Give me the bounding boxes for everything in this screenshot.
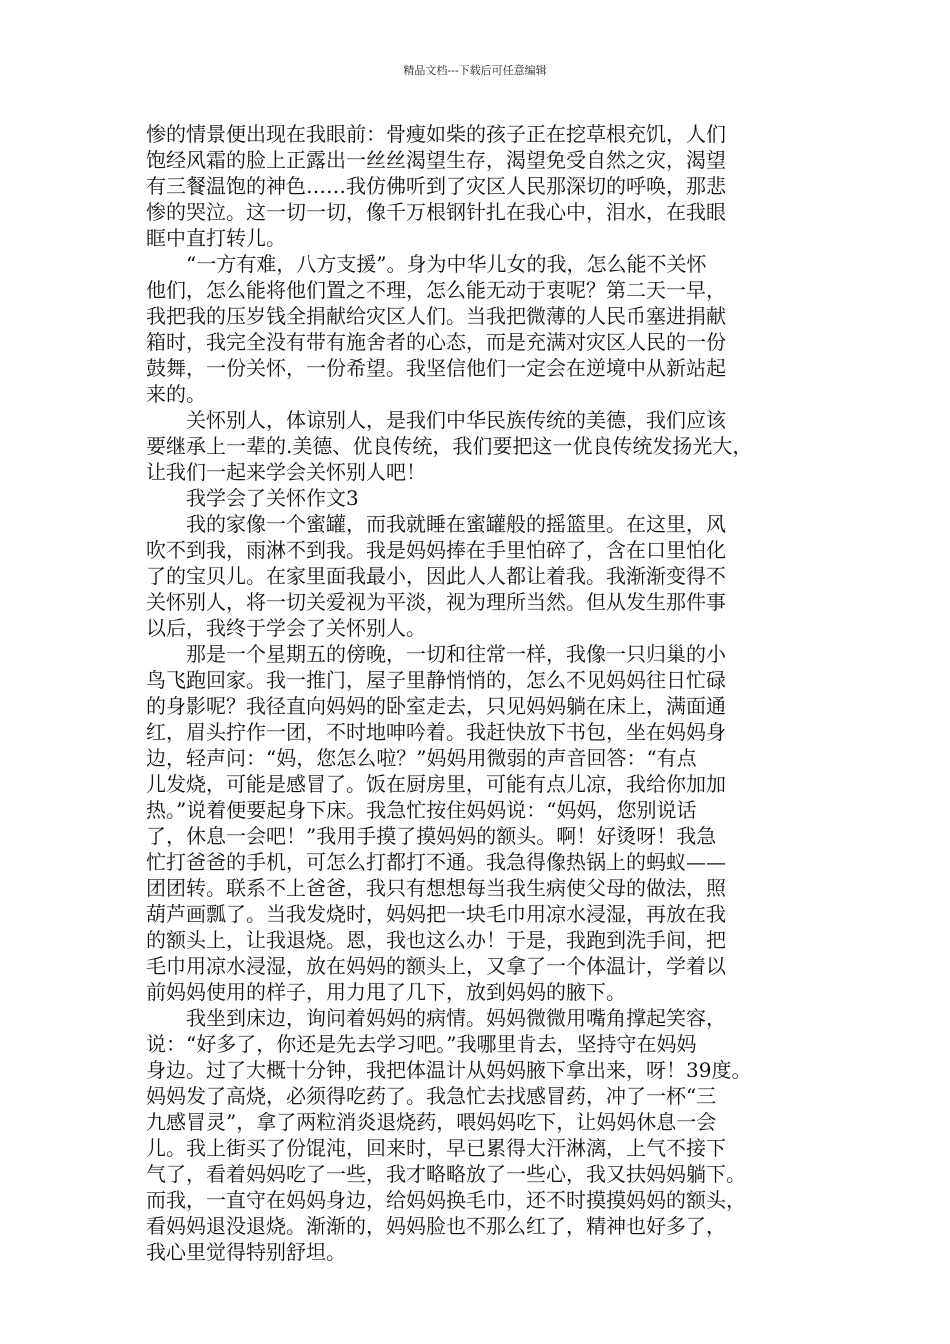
text-line: 我把我的压岁钱全捐献给灾区人们。当我把微薄的人民币塞进捐献 — [146, 304, 726, 328]
text-line: 我的家像一个蜜罐，而我就睡在蜜罐般的摇篮里。在这里，风 — [186, 512, 726, 536]
text-line: 的身影呢？我径直向妈妈的卧室走去，只见妈妈躺在床上，满面通 — [146, 694, 726, 718]
text-line: 忙打爸爸的手机，可怎么打都打不通。我急得像热锅上的蚂蚁—— — [146, 850, 726, 874]
text-line: 关怀别人，将一切关爱视为平淡，视为理所当然。但从发生那件事 — [146, 590, 726, 614]
text-line: 要继承上一辈的.美德、优良传统，我们要把这一优良传统发扬光大， — [146, 434, 753, 458]
text-line: 饱经风霜的脸上正露出一丝丝渴望生存，渴望免受自然之灾，渴望 — [146, 148, 726, 172]
text-line: 儿发烧，可能是感冒了。饭在厨房里，可能有点儿凉，我给你加加 — [146, 772, 726, 796]
text-line: 让我们一起来学会关怀别人吧！ — [146, 460, 426, 484]
text-line: 他们，怎么能将他们置之不理，怎么能无动于衷呢？第二天一早， — [146, 278, 726, 302]
text-line: 我心里觉得特别舒坦。 — [146, 1240, 346, 1264]
text-line: 看妈妈退没退烧。渐渐的，妈妈脸也不那么红了，精神也好多了， — [146, 1214, 726, 1238]
text-line: 而我，一直守在妈妈身边，给妈妈换毛巾，还不时摸摸妈妈的额头， — [146, 1188, 746, 1212]
text-line: 的额头上，让我退烧。恩，我也这么办！于是，我跑到洗手间，把 — [146, 928, 726, 952]
text-line: 我坐到床边，询问着妈妈的病情。妈妈微微用嘴角撑起笑容， — [186, 1006, 726, 1030]
text-line: 惨的哭泣。这一切一切，像千万根钢针扎在我心中，泪水，在我眼 — [146, 200, 726, 224]
text-line: 气了，看着妈妈吃了一些，我才略略放了一些心，我又扶妈妈躺下。 — [146, 1162, 746, 1186]
text-line: 妈妈发了高烧，必须得吃药了。我急忙去找感冒药，冲了一杯“三 — [146, 1084, 717, 1108]
text-line: 前妈妈使用的样子，用力甩了几下，放到妈妈的腋下。 — [146, 980, 626, 1004]
text-line: 热。”说着便要起身下床。我急忙按住妈妈说：“妈妈，您别说话 — [146, 798, 697, 822]
text-line: 吹不到我，雨淋不到我。我是妈妈捧在手里怕碎了，含在口里怕化 — [146, 538, 726, 562]
text-line: 毛巾用凉水浸湿，放在妈妈的额头上，又拿了一个体温计，学着以 — [146, 954, 726, 978]
text-line: 眶中直打转儿。 — [146, 226, 286, 250]
text-line: “一方有难，八方支援”。身为中华儿女的我，怎么能不关怀 — [186, 252, 707, 276]
text-line: 鸟飞跑回家。我一推门，屋子里静悄悄的，怎么不见妈妈往日忙碌 — [146, 668, 726, 692]
text-line: 身边。过了大概十分钟，我把体温计从妈妈腋下拿出来，呀！39度。 — [146, 1058, 752, 1082]
text-line: 关怀别人，体谅别人，是我们中华民族传统的美德，我们应该 — [186, 408, 726, 432]
text-line: 葫芦画瓢了。当我发烧时，妈妈把一块毛巾用凉水浸湿，再放在我 — [146, 902, 726, 926]
text-line: 了的宝贝儿。在家里面我最小，因此人人都让着我。我渐渐变得不 — [146, 564, 726, 588]
text-line: 边，轻声问：“妈，您怎么啦？”妈妈用微弱的声音回答：“有点 — [146, 746, 697, 770]
text-line: 团团转。联系不上爸爸，我只有想想每当我生病使父母的做法，照 — [146, 876, 726, 900]
text-line: 鼓舞，一份关怀，一份希望。我坚信他们一定会在逆境中从新站起 — [146, 356, 726, 380]
text-line: 了，休息一会吧！”我用手摸了摸妈妈的额头。啊！好烫呀！我急 — [146, 824, 717, 848]
text-line: 那是一个星期五的傍晚，一切和往常一样，我像一只归巢的小 — [186, 642, 726, 666]
text-line: 以后，我终于学会了关怀别人。 — [146, 616, 426, 640]
text-line: 我学会了关怀作文3 — [186, 486, 359, 510]
page-header: 精品文档---下载后可任意编辑 — [403, 64, 547, 77]
text-line: 儿。我上街买了份馄沌，回来时，早已累得大汗淋漓，上气不接下 — [146, 1136, 726, 1160]
text-line: 惨的情景便出现在我眼前：骨瘦如柴的孩子正在挖草根充饥，人们 — [146, 122, 726, 146]
text-line: 说：“好多了，你还是先去学习吧。”我哪里肯去，坚持守在妈妈 — [146, 1032, 697, 1056]
document-body — [146, 121, 826, 1265]
text-line: 来的。 — [146, 382, 206, 406]
text-line: 箱时，我完全没有带有施舍者的心态，而是充满对灾区人民的一份 — [146, 330, 726, 354]
text-line: 九感冒灵”，拿了两粒消炎退烧药，喂妈妈吃下，让妈妈休息一会 — [146, 1110, 717, 1134]
text-line: 有三餐温饱的神色……我仿佛听到了灾区人民那深切的呼唤，那悲 — [146, 174, 726, 198]
text-line: 红，眉头拧作一团，不时地呻吟着。我赶快放下书包，坐在妈妈身 — [146, 720, 726, 744]
